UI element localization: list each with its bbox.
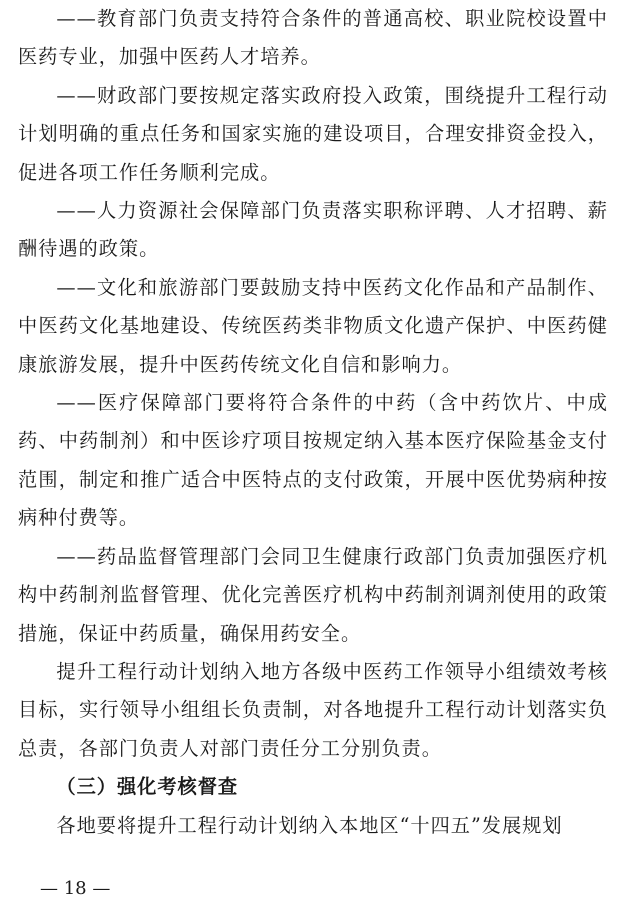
paragraph-drug-administration: ——药品监督管理部门会同卫生健康行政部门负责加强医疗机构中药制剂监督管理、优化完善医疗机构中药制剂调剂使用的政策措施，保证中药质量，确保用药安全。 — [18, 544, 608, 645]
paragraph-planning: 各地要将提升工程行动计划纳入本地区“十四五”发展规划 — [56, 813, 563, 837]
paragraph-education: ——教育部门负责支持符合条件的普通高校、职业院校设置中医药专业，加强中医药人才培养。 — [18, 7, 608, 69]
paragraph-culture-tourism: ——文化和旅游部门要鼓励支持中医药文化作品和产品制作、中医药文化基地建设、传统医药类非物质文化遗产保护、中医药健康旅游发展，提升中医药传统文化自信和影响力。 — [18, 275, 608, 376]
paragraph-medical-insurance: ——医疗保障部门要将符合条件的中药（含中药饮片、中成药、中药制剂）和中医诊疗项目按规定纳入基本医疗保险基金支付范围，制定和推广适合中医特点的支付政策，开展中医优势病种按病种付费等。 — [18, 391, 608, 530]
section-heading: （三）强化考核督查 — [56, 775, 239, 799]
page-number: — 18 — — [40, 878, 111, 899]
paragraph-performance-assessment: 提升工程行动计划纳入地方各级中医药工作领导小组绩效考核目标，实行领导小组组长负责制，对各地提升工程行动计划落实负总责，各部门负责人对部门责任分工分别负责。 — [18, 659, 608, 760]
document-page — [18, 0, 608, 845]
paragraph-finance: ——财政部门要按规定落实政府投入政策，围绕提升工程行动计划明确的重点任务和国家实施的建设项目，合理安排资金投入，促进各项工作任务顺利完成。 — [18, 83, 608, 184]
paragraph-human-resources: ——人力资源社会保障部门负责落实职称评聘、人才招聘、薪酬待遇的政策。 — [18, 199, 608, 261]
